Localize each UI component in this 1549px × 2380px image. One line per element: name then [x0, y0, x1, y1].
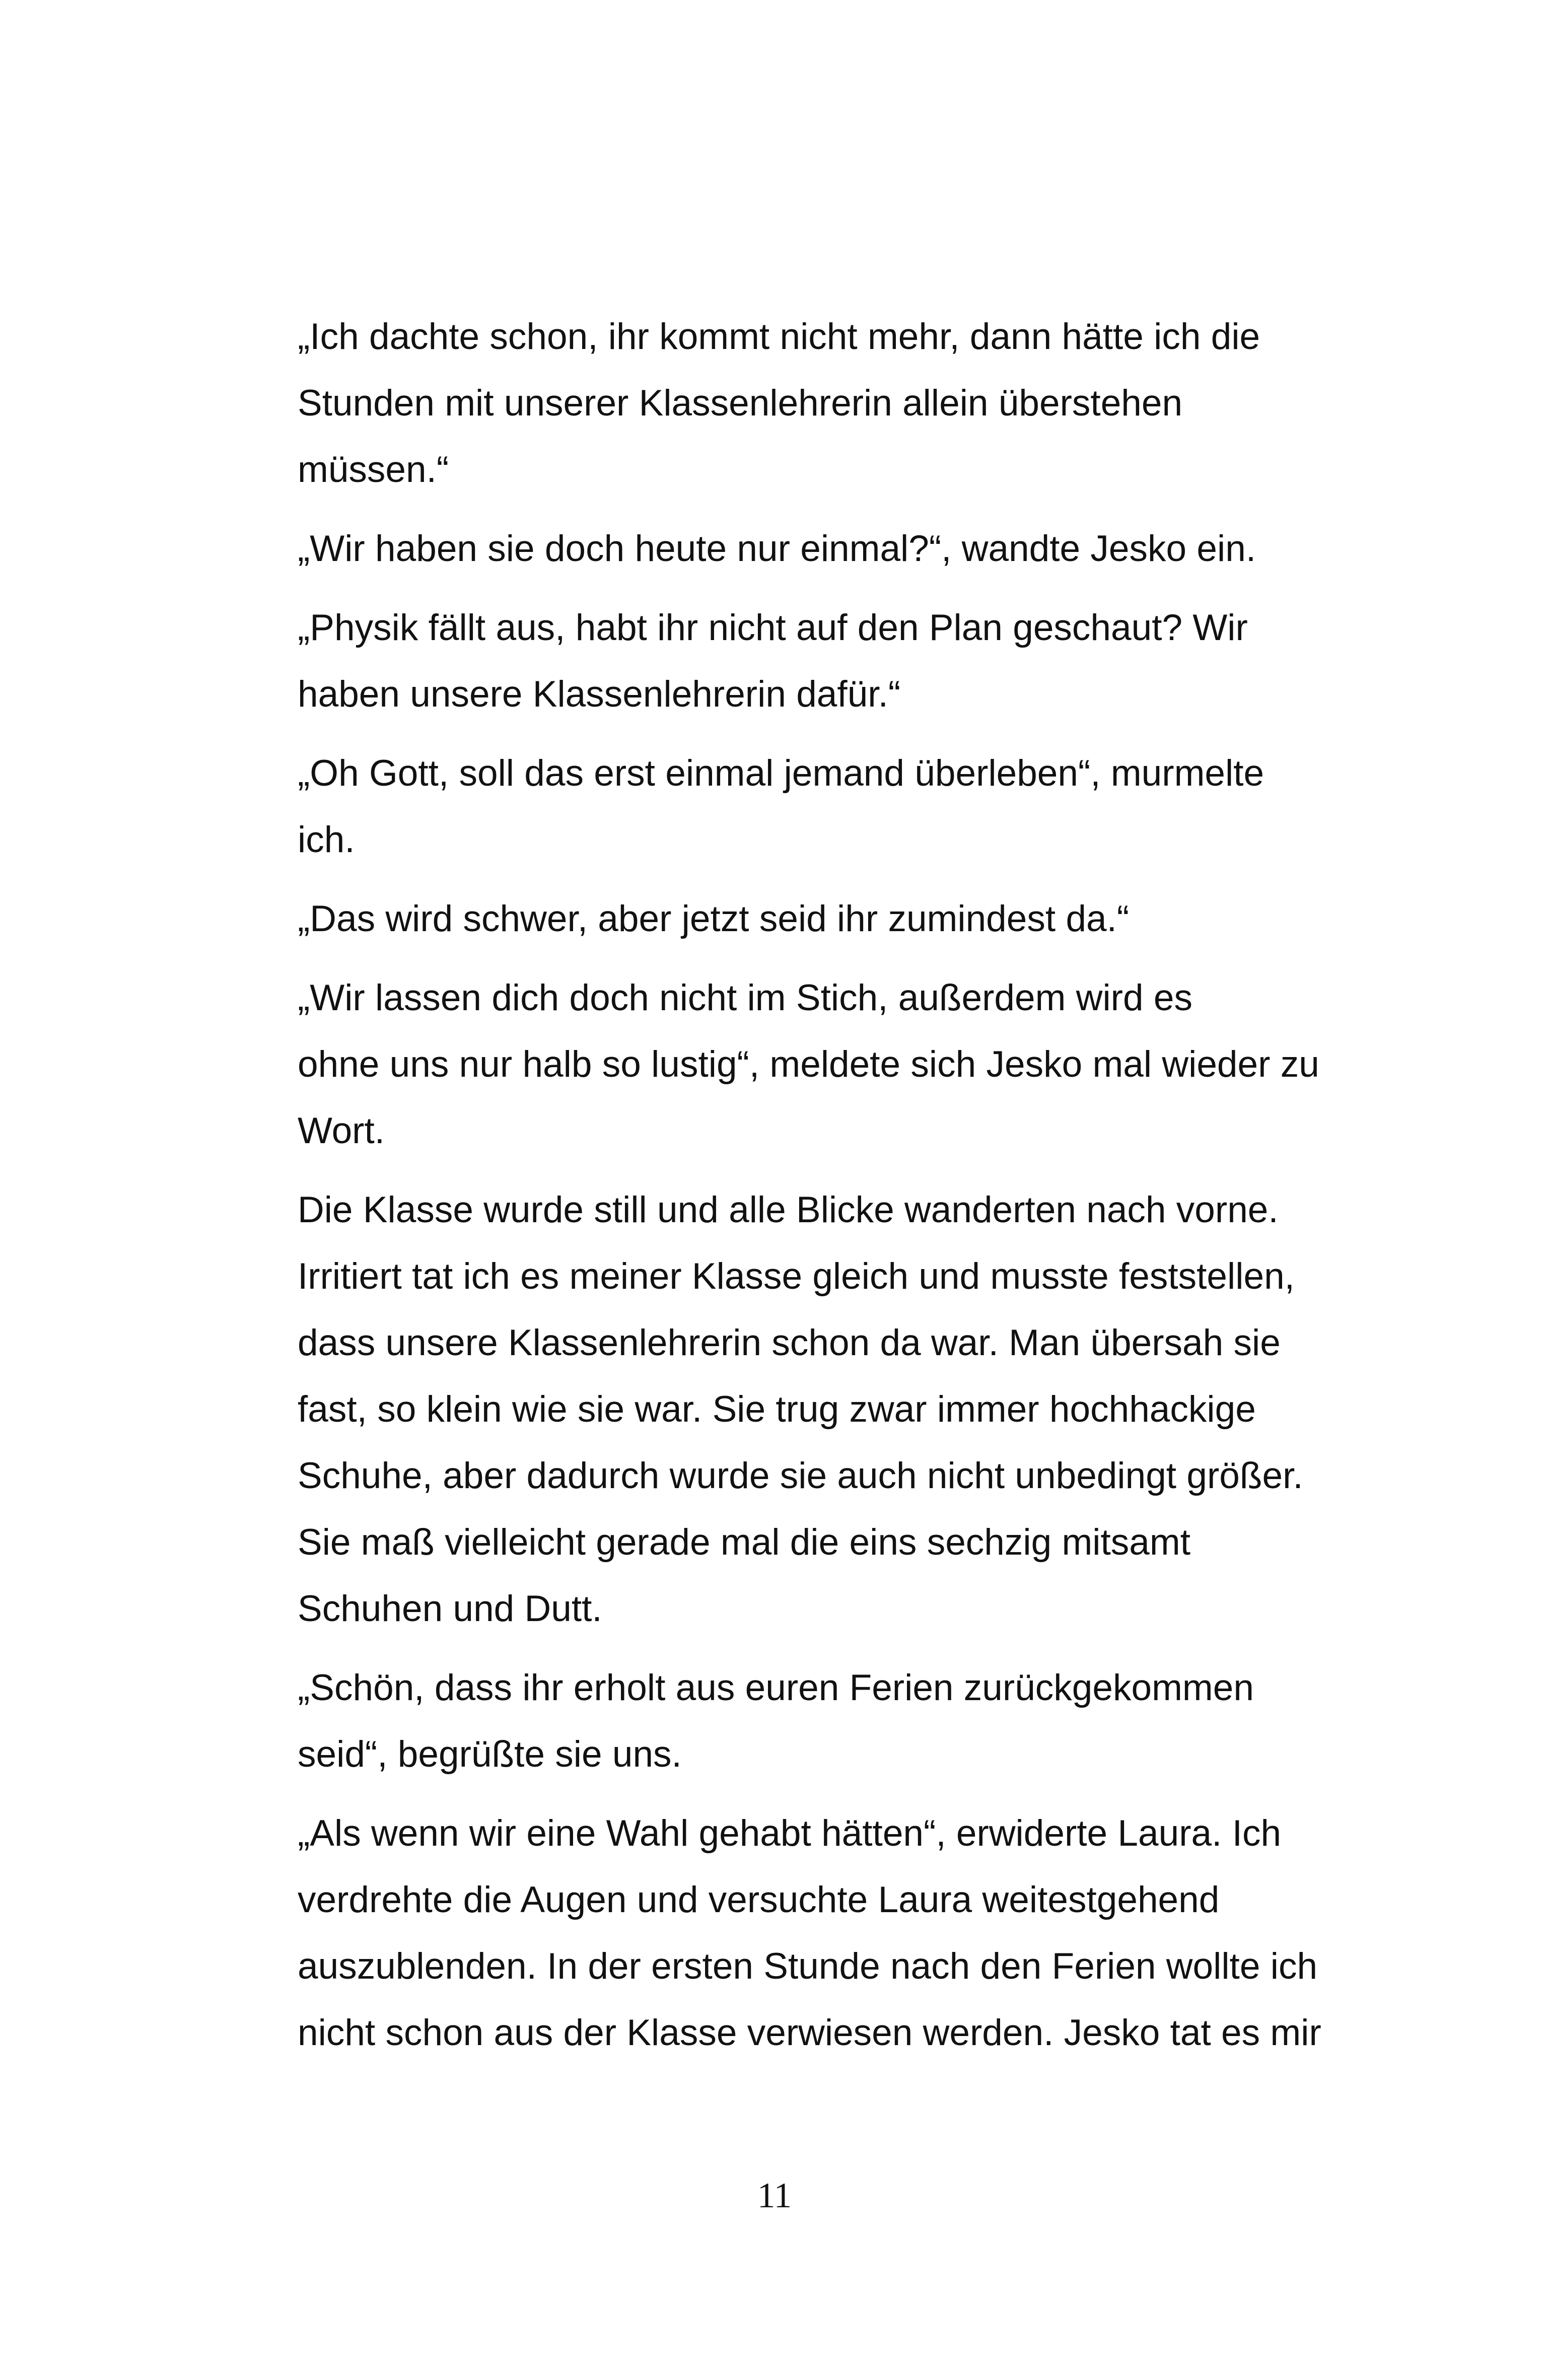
text-line: nicht schon aus der Klasse verwiesen werden. Jesko tat es mir [298, 2012, 1321, 2053]
text-line: ohne uns nur halb so lustig“, meldete sich Jesko mal wieder zu [298, 1044, 1319, 1085]
page-number: 11 [757, 2176, 792, 2215]
text-line: „Physik fällt aus, habt ihr nicht auf den Plan geschaut? Wir [298, 607, 1248, 648]
paragraph [238, 1800, 1321, 2066]
text-line: „Schön, dass ihr erholt aus euren Ferien zurückgekommen [298, 1667, 1254, 1708]
text-line: „Wir lassen dich doch nicht im Stich, außerdem wird es [298, 977, 1192, 1018]
text-line: fast, so klein wie sie war. Sie trug zwar immer hochhackige [298, 1389, 1256, 1430]
paragraph [238, 1177, 1311, 1642]
text-line: müssen.“ [298, 449, 449, 490]
text-line: Die Klasse wurde still und alle Blicke wanderten nach vorne. [298, 1189, 1279, 1230]
text-line: Stunden mit unserer Klassenlehrerin allein überstehen [298, 383, 1183, 424]
text-line: Sie maß vielleicht gerade mal die eins sechzig mitsamt [298, 1522, 1190, 1563]
text-line: seid“, begrüßte sie uns. [298, 1734, 682, 1775]
text-line: Wort. [298, 1110, 385, 1151]
paragraph [238, 304, 1311, 503]
paragraph [238, 1655, 1311, 1788]
text-line: Irritiert tat ich es meiner Klasse gleich und musste feststellen, [298, 1256, 1295, 1297]
paragraph [238, 740, 1311, 873]
paragraph [238, 516, 1311, 582]
text-line: Schuhen und Dutt. [298, 1588, 602, 1629]
paragraph [238, 886, 1311, 952]
text-line: auszublenden. In der ersten Stunde nach den Ferien wollte ich [298, 1946, 1318, 1987]
text-line: „Oh Gott, soll das erst einmal jemand überleben“, murmelte [298, 753, 1264, 794]
text-line: Schuhe, aber dadurch wurde sie auch nicht unbedingt größer. [298, 1455, 1303, 1496]
text-line: „Wir haben sie doch heute nur einmal?“, wandte Jesko ein. [298, 528, 1256, 569]
body-text [238, 304, 1321, 2079]
text-line: haben unsere Klassenlehrerin dafür.“ [298, 674, 901, 715]
paragraph [238, 595, 1311, 728]
paragraph [238, 965, 1319, 1164]
text-line: „Das wird schwer, aber jetzt seid ihr zumindest da.“ [298, 898, 1130, 939]
text-line: „Ich dachte schon, ihr kommt nicht mehr, dann hätte ich die [298, 316, 1260, 357]
text-line: verdrehte die Augen und versuchte Laura weitestgehend [298, 1879, 1220, 1920]
text-line: „Als wenn wir eine Wahl gehabt hätten“, erwiderte Laura. Ich [298, 1813, 1282, 1854]
text-line: dass unsere Klassenlehrerin schon da war. Man übersah sie [298, 1322, 1281, 1363]
text-line: ich. [298, 819, 355, 860]
